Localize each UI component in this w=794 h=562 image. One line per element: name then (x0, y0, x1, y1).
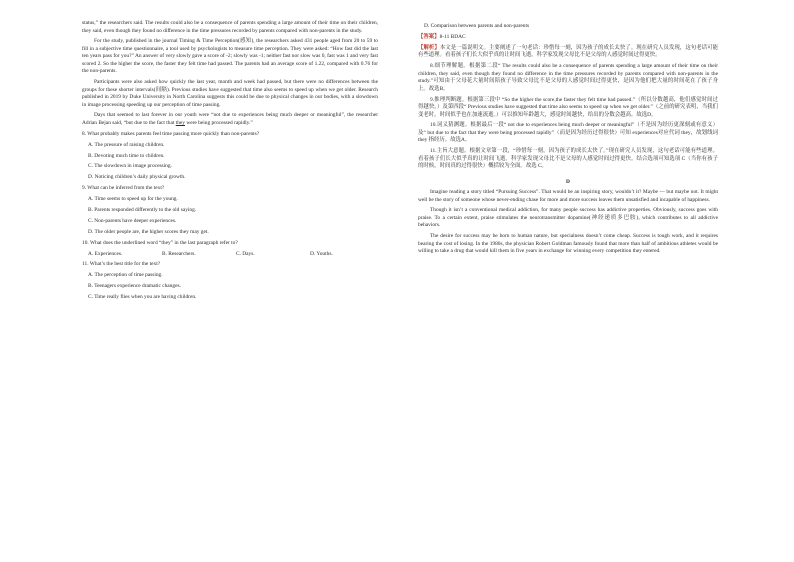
passage-paragraph: status,” the researchers said. The results could also be a consequence of parents spending a large amount of their time on their children, they said, even though they found no difference in the time pressures recorded by parents compared with non-parents in the study. (82, 20, 378, 34)
answer-line (418, 34, 718, 42)
question-11: 11. What’s the best title for the text? (82, 261, 161, 268)
explanation-summary: 【解析】本文是一篇说明文。主要阐述了一句老话：珍惜每一刻，因为孩子的成长太快了。现在研究人员发现，这句老话可能有些道理。看着孩子们长大似乎真的让时间飞逝。科学家发现父母比不是父母的人感觉时间过得更快。 (418, 44, 718, 59)
right-column (418, 20, 718, 256)
option: B. Devoting much time to children. (88, 152, 165, 159)
option: A. The perception of time passing. (88, 272, 163, 279)
option: B. Teenagers experience dramatic changes. (88, 283, 181, 290)
options-row (82, 251, 378, 259)
explanation-10: 10.词义猜测题。根据最后一段“ not due to experiences being much deeper or meaningful”（不是因为经历更深刻或有意义）及“ but due to the fact that they were being processed rapidly”（而是因为经历过得很快）可知 experiences对应代词 they，故划线词 they 指经历。故选A。 (418, 122, 718, 144)
option: C. Time really flies when you are having children. (88, 294, 197, 301)
passage-paragraph: Participants were also asked how quickly the last year, month and week had passed, but there were no differences between the groups for these shorter intervals(间隔). Previous studies have suggested that time also seems to speed up when we get older. Research published in 2019 by Duke University in North Carolina suggests this could be due to physical changes in our bodies, with a slowdown in image processing speeding up our perception of time passing. (82, 79, 378, 108)
question-10: 10. What does the underlined word “they” in the last paragraph refer to? (82, 239, 238, 246)
option: D. The older people are, the higher scores they may get. (88, 228, 209, 235)
passage-paragraph: Imagine reading a story titled “Pursuing Success”. That would be an inspiring story, wouldn’t it? Maybe — but maybe not. It might well be the story of someone whose never-ending chase for more and more success leaves them unsatisfied and incapable of happiness. (418, 189, 718, 203)
left-column (82, 20, 378, 302)
question-8: 8. What probably makes parents feel time passing more quickly than non-parents? (82, 130, 260, 137)
explanation-tag: 【解析】 (418, 44, 440, 51)
option: D. Comparison between parents and non-parents (424, 23, 530, 30)
option: B. Parents responded differently to the old saying. (88, 207, 197, 214)
passage-paragraph: For the study, published in the journal Timing & Time Perception(感知), the researchers asked 431 people aged from 20 to 59 to fill in a subjective time questionnaire, a tool used by psychologists to measure time perception. They were asked: “How fast did the last ten years pass for you?” An answer of very slowly gave a score of -2; slowly was -1; neither fast nor slow was 0, fast was 1 and very fast scored 2. So the higher the score, the faster they felt time had passed. The parents had an average score of 1.22, compared with 0.76 for the non-parents. (82, 38, 378, 75)
passage-paragraph: The desire for success may be born to human nature, but specialness doesn’t come cheap. Success is tough work, and it requires bearing the cost of losing. In the 1980s, the physician Robert Goldman famously found that more than half of ambitious athletes would be willing to take a drug that would kill them in five years in exchange for winning every competition they entered. (418, 233, 718, 255)
option: D. Noticing children’s daily physical growth. (88, 174, 186, 181)
option: A. Time seems to speed up for the young. (88, 196, 178, 203)
option: A. The pressure of raising children. (88, 141, 165, 148)
answer-tag: 【答案】 (418, 34, 440, 41)
option: D. Youths. (310, 250, 333, 257)
answer-value: 8-11 BDAC (439, 34, 466, 41)
explanation-9: 9.推理判断题。根据第三段中 “So the higher the score,the faster they felt time had passed.”（所以分数越高，他们感觉时间过得越快。）及第四段“ Previous studies have suggested that time also seems to speed up when we get older.”（之前的研究表明，当我们变老时，时间似乎也在加速流逝。）可以推知年龄越大，感觉时间越快，给出的分数会越高。故选D。 (418, 96, 718, 118)
option: A. Experiences. (88, 250, 123, 257)
option: C. Non-parents have deeper experiences. (88, 217, 177, 224)
question-9: 9. What can be inferred from the text? (82, 185, 165, 192)
explanation-8: 8.细节理解题。根据第二段“ The results could also be a consequence of parents spending a large amount of their time on their children, they said, even though they found no difference in the time pressures recorded by parents compared with non-parents in the study.”可知由于父母花大量时间陪孩子导致父母比不是父母的人感觉时间过得更快，是因为他们把大量的时间花在了孩子身上。故选B。 (418, 63, 718, 92)
section-heading: D (566, 178, 570, 185)
underlined-word: they (175, 119, 185, 126)
option: C. The slowdown in image processing. (88, 163, 172, 170)
option: C. Days. (236, 250, 255, 257)
option: B. Researchers. (162, 250, 196, 257)
passage-paragraph: Though it isn’t a conventional medical addiction, for many people success has addictive properties. Obviously, success goes with praise. To a certain extent, praise stimulates the neurotransmitter dopamine(神经递质多巴胺), which contributes to all addictive behaviors. (418, 207, 718, 229)
passage-paragraph: Days that seemed to last forever in our youth were “not due to experiences being much deeper or meaningful”, the researcher Adrian Bejan said, “but due to the fact that they were being processed rapidly.” (82, 112, 378, 126)
explanation-11: 11.主旨大意题。根据文章第一段，“珍惜每一刻，因为孩子的成长太快了。”现在研究人员发现，这句老话可能有些道理。看着孩子们长大似乎真的让时间飞逝。科学家发现父母比不是父母的人感觉时间过得更快。结合选项可知选项 C（当你有孩子的时候，时间真的过得很快）概括较为全面。故选 C。 (418, 148, 718, 170)
